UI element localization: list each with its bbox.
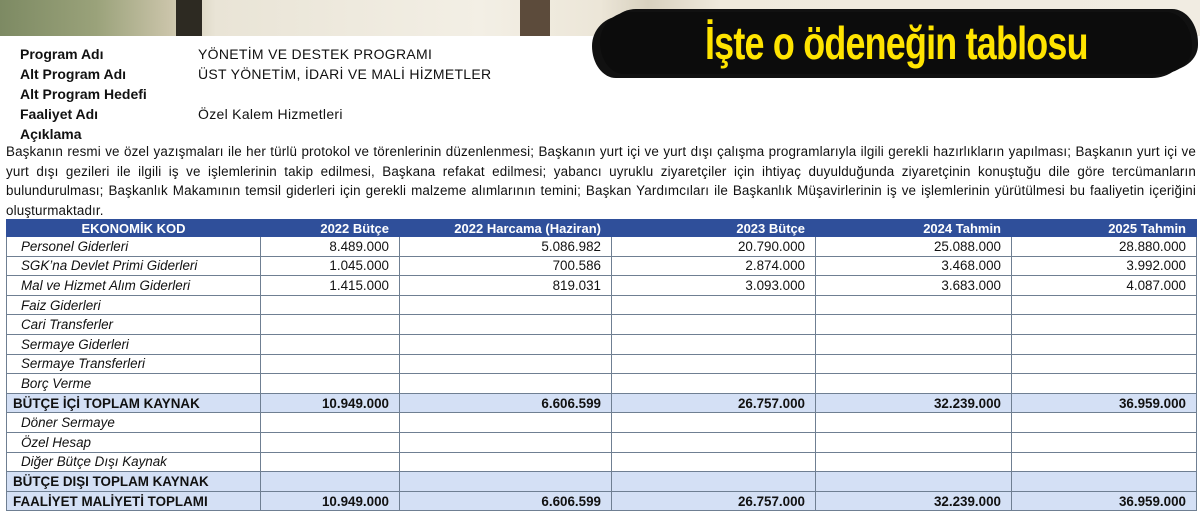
row-label: BÜTÇE İÇİ TOPLAM KAYNAK — [7, 393, 261, 413]
activity-description: Başkanın resmi ve özel yazışmaları ile her türlü protokol ve törenlerinin düzenlenmesi; Başkanın yurt içi ve yurt dışı çalışma programlarıyla ilgili gerekli hazırlıkların yapılması; Başkanın yurt içi ve yurt dışı gezileri ile ilgili iş ve işlemlerinin takip edilmesi, Başkana refakat edilmesi; yabancı uyruklu ziyaretçiler için ihtiyaç duyulduğunda ziyaretçinin konuştuğu dile göre tercümanların bulundurulması; Başkanlık Makamının temsil giderleri için gerekli malzeme alımlarının temini; Başkan Yardımcıları ile Başkanlık Müşavirlerinin iş ve işlemlerinin yürütülmesi bu faaliyetin içeriğini oluşturmaktadır. — [6, 144, 1196, 218]
row-label: SGK’na Devlet Primi Giderleri — [7, 256, 261, 276]
row-label: Özel Hesap — [7, 432, 261, 452]
cell-value: 8.489.000 — [261, 237, 400, 257]
cell-value — [816, 334, 1012, 354]
row-label: FAALİYET MALİYETİ TOPLAMI — [7, 491, 261, 511]
cell-value: 5.086.982 — [400, 237, 612, 257]
cell-value — [261, 413, 400, 433]
cell-value — [612, 334, 816, 354]
cell-value — [400, 413, 612, 433]
cell-value: 26.757.000 — [612, 491, 816, 511]
row-label: Borç Verme — [7, 374, 261, 394]
table-total-row — [7, 472, 1197, 492]
cell-value — [612, 452, 816, 472]
cell-value — [816, 315, 1012, 335]
cell-value — [1012, 472, 1197, 492]
row-label: Faiz Giderleri — [7, 295, 261, 315]
meta-value: ÜST YÖNETİM, İDARİ VE MALİ HİZMETLER — [198, 66, 492, 82]
cell-value: 26.757.000 — [612, 393, 816, 413]
cell-value — [261, 452, 400, 472]
table-row — [7, 256, 1197, 276]
cell-value: 36.959.000 — [1012, 491, 1197, 511]
column-header: EKONOMİK KOD — [7, 220, 261, 237]
table-row — [7, 295, 1197, 315]
row-label: Cari Transferler — [7, 315, 261, 335]
meta-label: Alt Program Hedefi — [20, 86, 147, 102]
cell-value — [1012, 374, 1197, 394]
cell-value: 25.088.000 — [816, 237, 1012, 257]
cell-value — [261, 295, 400, 315]
table-header-row — [7, 220, 1197, 237]
cell-value: 2.874.000 — [612, 256, 816, 276]
cell-value — [1012, 354, 1197, 374]
table-row — [7, 413, 1197, 433]
meta-label: Alt Program Adı — [20, 66, 127, 82]
cell-value — [612, 432, 816, 452]
cell-value: 819.031 — [400, 276, 612, 296]
table-row — [7, 432, 1197, 452]
table-row — [7, 374, 1197, 394]
column-header: 2025 Tahmin — [1012, 220, 1197, 237]
cell-value: 3.468.000 — [816, 256, 1012, 276]
table-body — [7, 237, 1197, 511]
cell-value: 700.586 — [400, 256, 612, 276]
cell-value — [261, 315, 400, 335]
cell-value — [1012, 295, 1197, 315]
cell-value — [816, 452, 1012, 472]
photo-detail — [520, 0, 550, 36]
column-header: 2022 Bütçe — [261, 220, 400, 237]
table-total-row — [7, 393, 1197, 413]
table-row — [7, 334, 1197, 354]
cell-value — [816, 413, 1012, 433]
table-row — [7, 315, 1197, 335]
cell-value: 3.992.000 — [1012, 256, 1197, 276]
cell-value — [400, 432, 612, 452]
cell-value: 10.949.000 — [261, 491, 400, 511]
cell-value: 20.790.000 — [612, 237, 816, 257]
cell-value — [400, 472, 612, 492]
cell-value — [261, 472, 400, 492]
meta-label: Açıklama — [20, 126, 82, 142]
column-header: 2023 Bütçe — [612, 220, 816, 237]
row-label: Diğer Bütçe Dışı Kaynak — [7, 452, 261, 472]
cell-value — [612, 472, 816, 492]
meta-label: Faaliyet Adı — [20, 106, 99, 122]
budget-table — [6, 219, 1197, 511]
cell-value: 6.606.599 — [400, 393, 612, 413]
cell-value — [1012, 452, 1197, 472]
cell-value — [400, 295, 612, 315]
cell-value — [1012, 432, 1197, 452]
cell-value — [400, 354, 612, 374]
cell-value — [612, 354, 816, 374]
headline-banner — [600, 12, 1192, 74]
cell-value: 1.415.000 — [261, 276, 400, 296]
cell-value: 28.880.000 — [1012, 237, 1197, 257]
cell-value — [261, 334, 400, 354]
column-header: 2024 Tahmin — [816, 220, 1012, 237]
cell-value: 6.606.599 — [400, 491, 612, 511]
meta-label: Program Adı — [20, 46, 104, 62]
table-row — [7, 452, 1197, 472]
cell-value — [261, 354, 400, 374]
row-label: Sermaye Giderleri — [7, 334, 261, 354]
cell-value — [612, 315, 816, 335]
cell-value — [612, 374, 816, 394]
table-row — [7, 237, 1197, 257]
table-row — [7, 354, 1197, 374]
cell-value — [816, 432, 1012, 452]
cell-value — [816, 354, 1012, 374]
row-label: Mal ve Hizmet Alım Giderleri — [7, 276, 261, 296]
cell-value: 32.239.000 — [816, 491, 1012, 511]
column-header: 2022 Harcama (Haziran) — [400, 220, 612, 237]
cell-value — [400, 315, 612, 335]
cell-value: 3.093.000 — [612, 276, 816, 296]
meta-value: YÖNETİM VE DESTEK PROGRAMI — [198, 46, 433, 62]
cell-value — [1012, 413, 1197, 433]
meta-value: Özel Kalem Hizmetleri — [198, 106, 343, 122]
cell-value — [612, 295, 816, 315]
cell-value — [400, 452, 612, 472]
cell-value — [612, 413, 816, 433]
cell-value — [400, 374, 612, 394]
cell-value: 10.949.000 — [261, 393, 400, 413]
cell-value: 3.683.000 — [816, 276, 1012, 296]
photo-detail — [176, 0, 202, 36]
row-label: Döner Sermaye — [7, 413, 261, 433]
row-label: BÜTÇE DIŞI TOPLAM KAYNAK — [7, 472, 261, 492]
cell-value: 32.239.000 — [816, 393, 1012, 413]
cell-value — [816, 295, 1012, 315]
cell-value — [261, 432, 400, 452]
cell-value: 36.959.000 — [1012, 393, 1197, 413]
headline-text: İşte o ödeneğin tablosu — [704, 17, 1088, 69]
cell-value — [1012, 315, 1197, 335]
cell-value — [261, 374, 400, 394]
row-label: Personel Giderleri — [7, 237, 261, 257]
cell-value: 4.087.000 — [1012, 276, 1197, 296]
cell-value — [816, 472, 1012, 492]
cell-value — [400, 334, 612, 354]
row-label: Sermaye Transferleri — [7, 354, 261, 374]
cell-value — [816, 374, 1012, 394]
table-total-row — [7, 491, 1197, 511]
cell-value — [1012, 334, 1197, 354]
table-row — [7, 276, 1197, 296]
cell-value: 1.045.000 — [261, 256, 400, 276]
